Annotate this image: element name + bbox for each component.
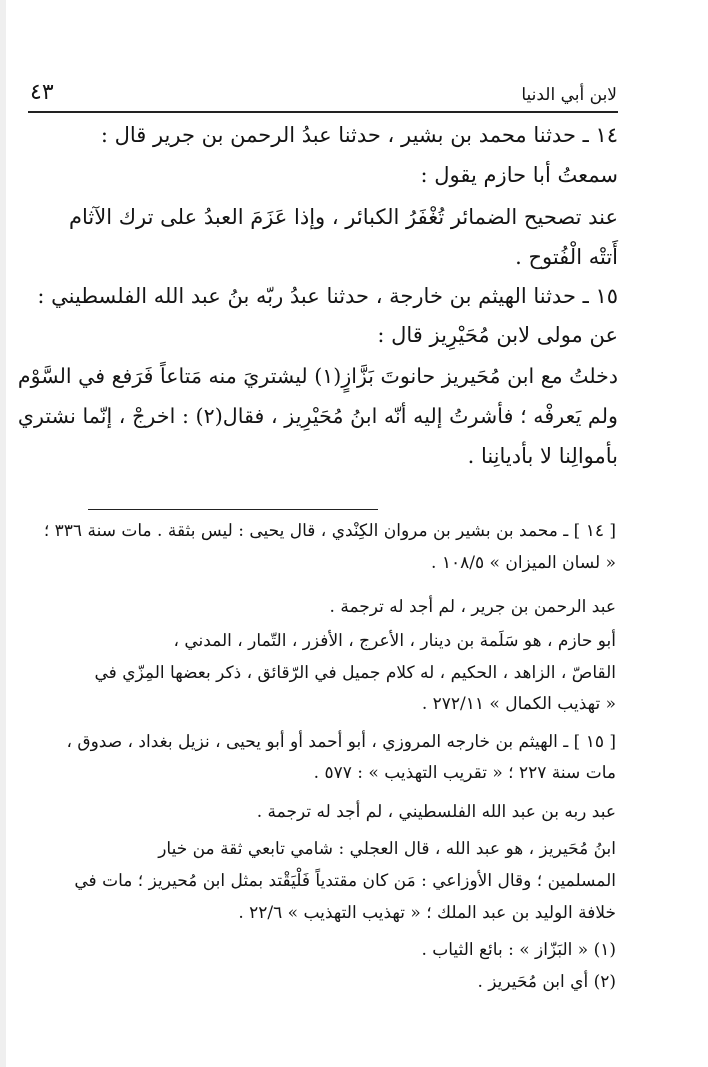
footnote-line: أبو حازم ، هو سَلَمة بن دينار ، الأعرج ، الأفزر ، التّمار ، المدني ،	[173, 631, 616, 651]
main-text-line: عن مولى لابن مُحَيْرِيز قال :	[377, 323, 618, 347]
footnote-line: [ ١٥ ] ـ الهيثم بن خارجه المروزي ، أبو أحمد أو أبو يحيى ، نزيل بغداد ، صدوق ،	[66, 732, 616, 752]
page-edge-shadow	[0, 0, 6, 1067]
running-header-title: لابن أبي الدنيا	[521, 85, 617, 105]
main-text-line: سمعتُ أبا حازم يقول :	[420, 163, 618, 187]
footnote-line: « لسان الميزان » ١٠٨/٥ .	[431, 553, 616, 573]
footnote-line: ابنُ مُحَيريز ، هو عبد الله ، قال العجلي : شامي تابعي ثقة من خيار	[158, 839, 616, 859]
footnote-line: المسلمين ؛ وقال الأوزاعي : مَن كان مقتدياً فَلْيَقْتد بمثل ابن مُحيريز ؛ مات في	[74, 871, 616, 891]
main-text-line: ١٥ ـ حدثنا الهيثم بن خارجة ، حدثنا عبدُ ربّه بنُ عبد الله الفلسطيني :	[37, 284, 618, 308]
main-text-line: ١٤ ـ حدثنا محمد بن بشير ، حدثنا عبدُ الرحمن بن جرير قال :	[100, 123, 618, 147]
footnote-line: القاصّ ، الزاهد ، الحكيم ، له كلام جميل في الرّقائق ، ذكر بعضها المِزّي في	[94, 663, 616, 683]
main-text-line: دخلتُ مع ابن مُحَيريز حانوتَ بَزَّازٍ(١) ليشتريَ منه مَتاعاً فَرَفع في السَّوْم	[17, 364, 618, 388]
footnote-line: (١) « البَزّاز » : بائع الثياب .	[421, 940, 616, 960]
main-text-line: أَتتْه الْفُتوح .	[515, 245, 618, 269]
footnote-line: عبد الرحمن بن جرير ، لم أجد له ترجمة .	[329, 597, 616, 617]
footnote-line: [ ١٤ ] ـ محمد بن بشير بن مروان الكِنْدي ، قال يحيى : ليس بثقة . مات سنة ٣٣٦ ؛	[43, 521, 616, 541]
footnote-line: مات سنة ٢٢٧ ؛ « تقريب التهذيب » : ٥٧٧ .	[313, 763, 616, 783]
footnote-separator	[88, 509, 378, 510]
footnote-line: خلافة الوليد بن عبد الملك ؛ « تهذيب التهذيب » ٢٢/٦ .	[238, 903, 616, 923]
footnote-line: « تهذيب الكمال » ٢٧٢/١١ .	[421, 694, 616, 714]
main-text-line: ولم يَعرفْه ؛ فأشرتُ إليه أنّه ابنُ مُحَيْرِيز ، فقال(٢) : اخرجْ ، إنّما نشتري	[17, 404, 618, 428]
footnote-line: عبد ربه بن عبد الله الفلسطيني ، لم أجد له ترجمة .	[256, 802, 616, 822]
main-text-line: بأموالِنا لا بأديانِنا .	[467, 444, 618, 468]
footnote-line: (٢) أي ابن مُحَيريز .	[477, 972, 616, 992]
main-text-line: عند تصحيح الضمائر تُغْفَرُ الكبائر ، وإذا عَزَمَ العبدُ على ترك الآثام	[69, 205, 618, 229]
header-rule	[28, 111, 618, 113]
page-number: ٤٣	[30, 80, 54, 105]
